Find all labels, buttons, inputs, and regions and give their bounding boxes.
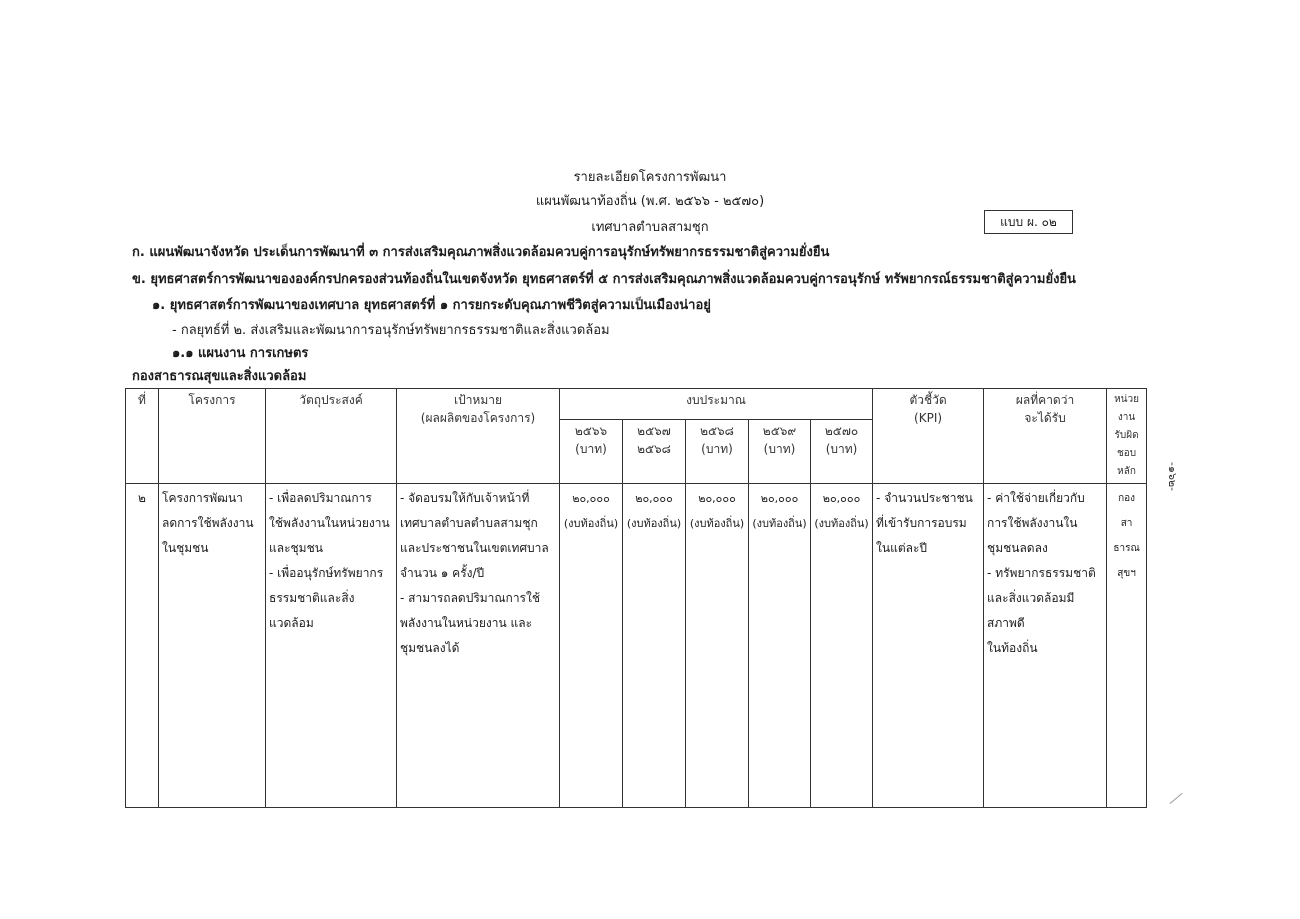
header-unit-line2: รับผิดชอบหลัก: [1114, 430, 1139, 477]
header-year-5: [811, 419, 873, 483]
row-budget-4: ๒๐,๐๐๐ (งบท้องถิ่น): [749, 484, 811, 808]
provincial-plan-line: ก. แผนพัฒนาจังหวัด ประเด็นการพัฒนาที่ ๓ การส่งเสริมคุณภาพสิ่งแวดล้อมควบคู่การอนุรักษ์ทรัพยากรธรรมชาติสู่ความยั่งยืน: [132, 245, 830, 260]
header-objective: วัตถุประสงค์: [266, 389, 397, 484]
plan-period-title: แผนพัฒนาท้องถิ่น (พ.ศ. ๒๕๖๖ - ๒๕๗๐): [535, 194, 765, 209]
page-number: -๑๖๒-: [1166, 462, 1179, 492]
header-year-4: [749, 419, 811, 483]
header-target-line2: (ผลผลิตของโครงการ): [420, 411, 536, 425]
table-row: [126, 484, 1147, 808]
header-kpi-line1: ตัวชี้วัด: [909, 393, 947, 407]
header-budget: งบประมาณ: [560, 389, 873, 420]
row-no: ๒: [126, 484, 159, 808]
header-responsible-unit: [1107, 389, 1147, 484]
row-responsible-unit: กอง สาธารณสุขฯ: [1107, 484, 1147, 808]
header-target-line1: เป้าหมาย: [453, 393, 503, 407]
row-budget-1: ๒๐,๐๐๐ (งบท้องถิ่น): [560, 484, 623, 808]
project-table: [125, 388, 1147, 808]
pen-mark: [1170, 793, 1183, 804]
workplan-line: ๑.๑ แผนงาน การเกษตร: [172, 346, 309, 361]
header-target: [397, 389, 560, 484]
tactic-line: - กลยุทธ์ที่ ๒. ส่งเสริมและพัฒนาการอนุรักษ์ทรัพยากรธรรมชาติและสิ่งแวดล้อม: [172, 323, 610, 338]
header-year-1: [560, 419, 623, 483]
year-label: ๒๕๖๖: [574, 423, 608, 438]
header-expected-line1: ผลที่คาดว่า: [1015, 393, 1075, 407]
local-strategy-line: ข. ยุทธศาสตร์การพัฒนาขององค์กรปกครองส่วนท้องถิ่นในเขตจังหวัด ยุทธศาสตร์ที่ ๕ การส่งเสริมคุณภาพสิ่งแวดล้อมควบคู่การอนุรักษ์ ทรัพยากรณ์ธรรมชาติสู่ความยั่งยืน: [132, 272, 1076, 287]
row-budget-2: ๒๐,๐๐๐ (งบท้องถิ่น): [623, 484, 686, 808]
row-budget-3: ๒๐,๐๐๐ (งบท้องถิ่น): [686, 484, 749, 808]
document-title: รายละเอียดโครงการพัฒนา: [573, 170, 727, 185]
form-code-badge: แบบ ผ. ๐๒: [984, 210, 1073, 234]
row-kpi: - จำนวนประชาชน ที่เข้ารับการอบรม ในแต่ละปี: [873, 484, 984, 808]
row-expected: - ค่าใช้จ่ายเกี่ยวกับ การใช้พลังงานใน ชุมชนลดลง - ทรัพยากรธรรมชาติ และสิ่งแวดล้อมมี สภาพดี ในท้องถิ่น: [984, 484, 1107, 808]
header-year-3: [686, 419, 749, 483]
department-label: กองสาธารณสุขและสิ่งแวดล้อม: [132, 369, 307, 384]
year-unit: ๒๕๖๘: [637, 441, 671, 456]
year-unit: (บาท): [701, 441, 733, 456]
row-project: โครงการพัฒนา ลดการใช้พลังงาน ในชุมชน: [159, 484, 266, 808]
year-label: ๒๕๖๗: [637, 423, 671, 438]
header-kpi-line2: (KPI): [914, 411, 943, 425]
municipality-title: เทศบาลตำบลสามชุก: [591, 220, 709, 235]
header-kpi: [873, 389, 984, 484]
year-label: ๒๕๖๙: [762, 423, 797, 438]
row-target: - จัดอบรมให้กับเจ้าหน้าที่ เทศบาลตำบลตำบลสามชุก และประชาชนในเขตเทศบาล จำนวน ๑ ครั้ง/ปี - สามารถลดปริมาณการใช้ พลังงานในหน่วยงาน และ ชุมชนลงได้: [397, 484, 560, 808]
header-project: โครงการ: [159, 389, 266, 484]
year-label: ๒๕๖๘: [700, 423, 734, 438]
header-expected: [984, 389, 1107, 484]
header-year-2: [623, 419, 686, 483]
year-unit: (บาท): [825, 441, 858, 456]
year-unit: (บาท): [575, 441, 607, 456]
header-expected-line2: จะได้รับ: [1024, 411, 1066, 425]
row-budget-5: ๒๐,๐๐๐ (งบท้องถิ่น): [811, 484, 873, 808]
header-unit-line1: หน่วยงาน: [1114, 394, 1139, 423]
year-unit: (บาท): [763, 441, 796, 456]
year-label: ๒๕๗๐: [824, 423, 859, 438]
row-objective: - เพื่อลดปริมาณการ ใช้พลังงานในหน่วยงาน และชุมชน - เพื่ออนุรักษ์ทรัพยากร ธรรมชาติและสิ่งแวดล้อม: [266, 484, 397, 808]
header-no: ที่: [126, 389, 159, 484]
municipal-strategy-line: ๑. ยุทธศาสตร์การพัฒนาของเทศบาล ยุทธศาสตร์ที่ ๑ การยกระดับคุณภาพชีวิตสู่ความเป็นเมืองน่าอยู่: [152, 298, 711, 313]
